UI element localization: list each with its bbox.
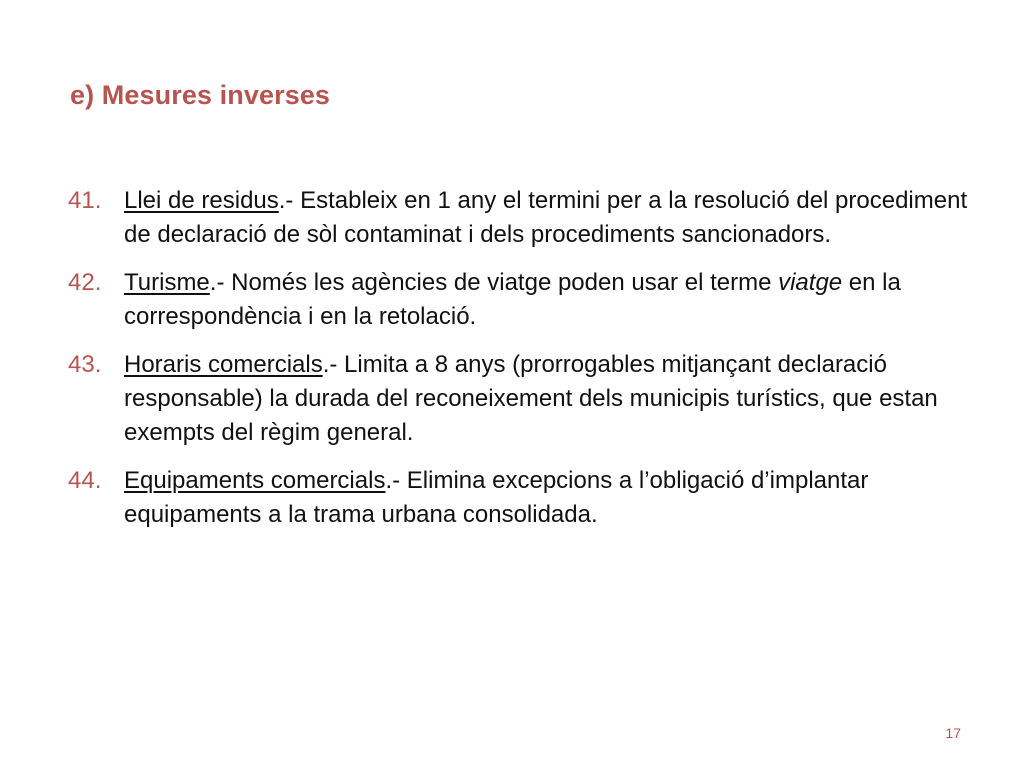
item-topic: Turisme bbox=[124, 269, 210, 296]
measures-list bbox=[68, 184, 968, 546]
item-description: .- Limita a 8 anys (prorrogables mitjançant declaració responsable) la durada del reconeixement dels municipis turístics, que estan exempts del règim general. bbox=[124, 351, 938, 446]
list-item-43 bbox=[68, 348, 968, 450]
item-description-start: .- Només les agències de viatge poden usar el terme bbox=[209, 269, 779, 296]
item-body bbox=[124, 348, 968, 450]
list-item-44 bbox=[68, 464, 968, 532]
item-emphasis: viatge bbox=[778, 269, 843, 296]
item-description: .- Estableix en 1 any el termini per a la resolució del procediment de declaració de sòl contaminat i dels procediments sancionadors. bbox=[124, 187, 968, 248]
item-topic: Equipaments comercials bbox=[124, 467, 386, 494]
list-item-42 bbox=[68, 266, 968, 334]
item-number: 42. bbox=[68, 269, 102, 296]
item-body bbox=[124, 464, 968, 532]
item-topic: Horaris comercials bbox=[124, 351, 323, 378]
slide-title: e) Mesures inverses bbox=[70, 80, 331, 110]
item-number: 44. bbox=[68, 467, 102, 494]
item-body bbox=[124, 184, 968, 252]
item-description: .- Elimina excepcions a l’obligació d’implantar equipaments a la trama urbana consolidada. bbox=[124, 467, 869, 528]
list-item-41 bbox=[68, 184, 968, 252]
page-number: 17 bbox=[945, 725, 961, 741]
item-number: 41. bbox=[68, 187, 102, 214]
item-topic: Llei de residus bbox=[124, 187, 279, 214]
item-number: 43. bbox=[68, 351, 102, 378]
item-description-end: en la correspondència i en la retolació. bbox=[124, 269, 901, 330]
item-body bbox=[124, 266, 968, 334]
